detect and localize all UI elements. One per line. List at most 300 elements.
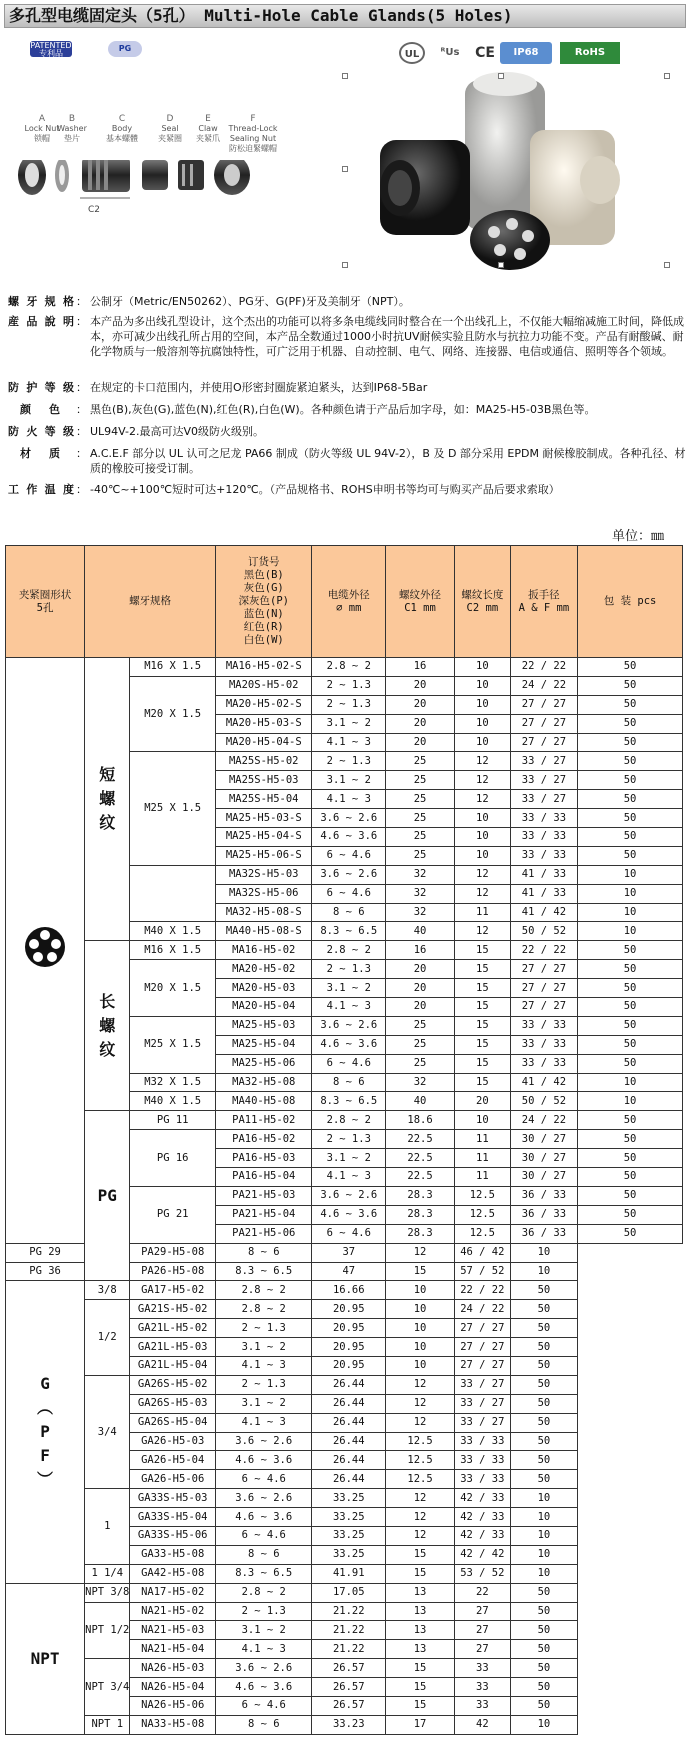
- c1-cell: 20.95: [312, 1300, 386, 1319]
- pack-cell: 50: [578, 809, 683, 828]
- cable-od-cell: 8 ~ 6: [312, 903, 386, 922]
- cable-od-cell: 3.6 ~ 2.6: [312, 865, 386, 884]
- order-no-cell: MA25S-H5-02: [216, 752, 312, 771]
- order-no-cell: NA17-H5-02: [130, 1583, 216, 1602]
- c2-cell: 15: [386, 1262, 455, 1281]
- c2-cell: 10: [454, 846, 510, 865]
- wrench-cell: 33 / 33: [510, 1035, 577, 1054]
- c1-cell: 20: [386, 695, 455, 714]
- pack-cell: 50: [578, 1054, 683, 1073]
- c1-cell: 26.44: [312, 1413, 386, 1432]
- c2-cell: 15: [454, 1016, 510, 1035]
- pack-cell: 10: [510, 1564, 577, 1583]
- pack-cell: 10: [510, 1243, 577, 1262]
- cable-od-cell: 2 ~ 1.3: [312, 1130, 386, 1149]
- wrench-cell: 27 / 27: [454, 1356, 510, 1375]
- pack-cell: 50: [578, 828, 683, 847]
- wrench-cell: 42 / 33: [454, 1508, 510, 1527]
- pack-cell: 50: [510, 1621, 577, 1640]
- pack-cell: 50: [578, 1035, 683, 1054]
- c2-cell: 12: [454, 771, 510, 790]
- cable-od-cell: 3.6 ~ 2.6: [312, 1186, 386, 1205]
- order-no-cell: PA16-H5-02: [216, 1130, 312, 1149]
- order-no-cell: GA26-H5-03: [130, 1432, 216, 1451]
- cable-od-cell: 8 ~ 6: [216, 1243, 312, 1262]
- pack-cell: 50: [510, 1413, 577, 1432]
- order-no-cell: PA11-H5-02: [216, 1111, 312, 1130]
- wrench-cell: 46 / 42: [454, 1243, 510, 1262]
- pack-cell: 10: [578, 884, 683, 903]
- c1-cell: 20.95: [312, 1338, 386, 1357]
- c2-cell: 12: [386, 1413, 455, 1432]
- header-c1: 螺纹外径 C1 mm: [386, 546, 455, 658]
- pack-cell: 50: [578, 790, 683, 809]
- table-row: [6, 1375, 683, 1394]
- wrench-cell: 33 / 33: [454, 1470, 510, 1489]
- c1-cell: 25: [386, 1016, 455, 1035]
- c2-cell: 10: [454, 658, 510, 677]
- wrench-cell: 41 / 33: [510, 865, 577, 884]
- order-no-cell: MA20-H5-04-S: [216, 733, 312, 752]
- c1-cell: 25: [386, 809, 455, 828]
- wrench-cell: 30 / 27: [510, 1168, 577, 1187]
- c1-cell: 20.95: [312, 1356, 386, 1375]
- c2-cell: 15: [454, 979, 510, 998]
- pack-cell: 50: [510, 1356, 577, 1375]
- pack-cell: 10: [578, 922, 683, 941]
- c2-cell: 12: [386, 1508, 455, 1527]
- cable-od-cell: 2.8 ~ 2: [216, 1300, 312, 1319]
- c2-cell: 15: [386, 1564, 455, 1583]
- pack-cell: 50: [510, 1319, 577, 1338]
- pack-cell: 10: [578, 1092, 683, 1111]
- c1-cell: 26.57: [312, 1678, 386, 1697]
- pack-cell: 10: [510, 1262, 577, 1281]
- c1-cell: 40: [386, 922, 455, 941]
- order-no-cell: NA21-H5-02: [130, 1602, 216, 1621]
- wrench-cell: 22 / 22: [454, 1281, 510, 1300]
- c2-cell: 15: [386, 1659, 455, 1678]
- pack-cell: 10: [510, 1489, 577, 1508]
- pack-cell: 10: [578, 903, 683, 922]
- order-no-cell: MA32-H5-08-S: [216, 903, 312, 922]
- c2-cell: 15: [454, 1054, 510, 1073]
- thread-group-cell: NPT: [6, 1583, 85, 1734]
- wrench-cell: 27 / 27: [510, 695, 577, 714]
- cable-od-cell: 4.6 ~ 3.6: [312, 1205, 386, 1224]
- wrench-cell: 42: [454, 1715, 510, 1734]
- cable-od-cell: 4.6 ~ 3.6: [216, 1508, 312, 1527]
- wrench-cell: 36 / 33: [510, 1224, 577, 1243]
- c1-cell: 25: [386, 846, 455, 865]
- cable-od-cell: 8.3 ~ 6.5: [216, 1262, 312, 1281]
- c2-cell: 12: [454, 884, 510, 903]
- cable-od-cell: 6 ~ 4.6: [312, 846, 386, 865]
- wrench-cell: 33 / 33: [454, 1432, 510, 1451]
- c1-cell: 32: [386, 1073, 455, 1092]
- pack-cell: 50: [510, 1602, 577, 1621]
- thread-group-cell: 长 螺 纹: [85, 941, 130, 1111]
- order-no-cell: MA20-H5-04: [216, 998, 312, 1017]
- pack-cell: 50: [578, 1111, 683, 1130]
- c1-cell: 20.95: [312, 1319, 386, 1338]
- cable-od-cell: 3.1 ~ 2: [312, 714, 386, 733]
- c1-cell: 17.05: [312, 1583, 386, 1602]
- order-no-cell: GA26S-H5-03: [130, 1394, 216, 1413]
- c1-cell: 21.22: [312, 1621, 386, 1640]
- cable-od-cell: 3.6 ~ 2.6: [312, 809, 386, 828]
- pack-cell: 50: [578, 1205, 683, 1224]
- c2-label: C2: [88, 205, 101, 215]
- image-handle: [664, 73, 670, 79]
- order-no-cell: GA33S-H5-04: [130, 1508, 216, 1527]
- c2-cell: 10: [454, 809, 510, 828]
- pack-cell: 50: [578, 752, 683, 771]
- wrench-cell: 30 / 27: [510, 1130, 577, 1149]
- wrench-cell: 50 / 52: [510, 1092, 577, 1111]
- table-row: [6, 658, 683, 677]
- c2-cell: 13: [386, 1640, 455, 1659]
- thread-group-cell: G ︵ P F ︶: [6, 1281, 85, 1583]
- c2-cell: 12: [386, 1394, 455, 1413]
- info-row: 工作温度 ： -40℃~+100℃短时可达+120℃。（产品规格书、ROHS申明书等均可与购买产品后要求索取）: [8, 483, 560, 496]
- wrench-cell: 53 / 52: [454, 1564, 510, 1583]
- wrench-cell: 33 / 27: [510, 752, 577, 771]
- c1-cell: 37: [312, 1243, 386, 1262]
- wrench-cell: 24 / 22: [510, 676, 577, 695]
- order-no-cell: NA26-H5-04: [130, 1678, 216, 1697]
- wrench-cell: 27 / 27: [510, 960, 577, 979]
- table-row: [6, 941, 683, 960]
- wrench-cell: 33: [454, 1659, 510, 1678]
- wrench-cell: 41 / 33: [510, 884, 577, 903]
- wrench-cell: 24 / 22: [454, 1300, 510, 1319]
- c1-cell: 25: [386, 752, 455, 771]
- order-no-cell: MA25-H5-06: [216, 1054, 312, 1073]
- pack-cell: 50: [578, 941, 683, 960]
- thread-spec-cell: NPT 3/4: [85, 1659, 130, 1716]
- thread-spec-cell: NPT 3/8: [85, 1583, 130, 1602]
- unit-label: 单位：㎜: [612, 529, 665, 544]
- header-cable: 电缆外径 ∅ mm: [312, 546, 386, 658]
- c1-cell: 33.25: [312, 1545, 386, 1564]
- thread-spec-cell: M32 X 1.5: [130, 1073, 216, 1092]
- c2-cell: 12: [386, 1375, 455, 1394]
- order-no-cell: MA25S-H5-04: [216, 790, 312, 809]
- thread-spec-cell: M40 X 1.5: [130, 922, 216, 941]
- c2-cell: 12: [454, 752, 510, 771]
- wrench-cell: 22 / 22: [510, 941, 577, 960]
- order-no-cell: GA26S-H5-04: [130, 1413, 216, 1432]
- cable-od-cell: 3.6 ~ 2.6: [216, 1489, 312, 1508]
- cable-od-cell: 2.8 ~ 2: [312, 941, 386, 960]
- cable-od-cell: 3.6 ~ 2.6: [312, 1016, 386, 1035]
- c2-cell: 12.5: [454, 1205, 510, 1224]
- five-hole-seal-icon: [23, 925, 67, 969]
- image-handle: [342, 73, 348, 79]
- pack-cell: 50: [578, 1224, 683, 1243]
- wrench-cell: 27 / 27: [454, 1319, 510, 1338]
- order-no-cell: GA33S-H5-06: [130, 1526, 216, 1545]
- cable-od-cell: 2.8 ~ 2: [312, 658, 386, 677]
- wrench-cell: 27 / 27: [510, 979, 577, 998]
- wrench-cell: 42 / 33: [454, 1526, 510, 1545]
- page-title: 多孔型电缆固定头（5孔） Multi-Hole Cable Glands(5 Holes): [4, 4, 686, 28]
- thread-spec-cell: 3/4: [85, 1375, 130, 1488]
- pack-cell: 50: [578, 714, 683, 733]
- image-handle: [664, 262, 670, 268]
- order-no-cell: GA21L-H5-02: [130, 1319, 216, 1338]
- c1-cell: 47: [312, 1262, 386, 1281]
- table-row: [6, 1281, 683, 1300]
- c2-cell: 11: [454, 1130, 510, 1149]
- wrench-cell: 36 / 33: [510, 1205, 577, 1224]
- ur-cert-icon: ᴿUs: [440, 47, 460, 58]
- order-no-cell: MA25-H5-03-S: [216, 809, 312, 828]
- c2-cell: 13: [386, 1583, 455, 1602]
- ul-cert-icon: UL: [399, 42, 425, 64]
- wrench-cell: 33 / 27: [454, 1394, 510, 1413]
- c1-cell: 22.5: [386, 1149, 455, 1168]
- table-row: [6, 1659, 683, 1678]
- pack-cell: 10: [510, 1715, 577, 1734]
- order-no-cell: PA21-H5-06: [216, 1224, 312, 1243]
- c1-cell: 25: [386, 771, 455, 790]
- part-a-label: A Lock Nut 锁帽: [24, 114, 60, 143]
- image-handle: [498, 262, 504, 268]
- header-order: 订货号 黑色(B) 灰色(G) 深灰色(P) 蓝色(N) 红色(R) 白色(W): [216, 546, 312, 658]
- pack-cell: 50: [578, 695, 683, 714]
- wrench-cell: 33 / 33: [510, 1016, 577, 1035]
- order-no-cell: MA20-H5-02-S: [216, 695, 312, 714]
- table-row: [6, 1602, 683, 1621]
- wrench-cell: 33 / 33: [510, 1054, 577, 1073]
- c2-cell: 15: [454, 1035, 510, 1054]
- wrench-cell: 33: [454, 1678, 510, 1697]
- c1-cell: 25: [386, 790, 455, 809]
- cable-od-cell: 6 ~ 4.6: [312, 884, 386, 903]
- order-no-cell: MA20S-H5-02: [216, 676, 312, 695]
- order-no-cell: GA26-H5-04: [130, 1451, 216, 1470]
- wrench-cell: 33 / 33: [510, 828, 577, 847]
- order-no-cell: MA40-H5-08-S: [216, 922, 312, 941]
- pack-cell: 50: [510, 1696, 577, 1715]
- c1-cell: 26.57: [312, 1696, 386, 1715]
- cable-od-cell: 4.1 ~ 3: [312, 733, 386, 752]
- order-no-cell: PA29-H5-08: [130, 1243, 216, 1262]
- header-c2: 螺纹长度 C2 mm: [454, 546, 510, 658]
- thread-spec-cell: PG 11: [130, 1111, 216, 1130]
- order-no-cell: MA25-H5-03: [216, 1016, 312, 1035]
- pack-cell: 50: [578, 771, 683, 790]
- wrench-cell: 27: [454, 1602, 510, 1621]
- c2-cell: 12: [454, 922, 510, 941]
- info-row: 産品說明 ： 本产品为多出线孔型设计，这个杰出的功能可以将多条电缆线同时整合在一个出线孔上，不仅能大幅缩减施工时间，降低成本，亦可减少出线孔所占用的空间，本产品全数通过1000小时抗UV耐候实验且防水与抗拉力功能不变。产品有耐酸碱、耐化学物质与一般溶剂等抗腐蚀特性，可广泛用于机器、自动控制、电气、网络、连接器、电信或通信、照明等各个领域。: [8, 315, 684, 358]
- info-row: 螺牙规格 ： 公制牙（Metric/EN50262）、PG牙、G(PF)牙及美制牙（NPT）。: [8, 295, 410, 308]
- pack-cell: 50: [578, 1130, 683, 1149]
- c2-cell: 15: [386, 1545, 455, 1564]
- shape-cell: [6, 658, 85, 1244]
- exploded-parts-icon: [10, 160, 300, 240]
- c2-cell: 12.5: [386, 1451, 455, 1470]
- thread-spec-cell: M25 X 1.5: [130, 1016, 216, 1073]
- pack-cell: 50: [578, 1186, 683, 1205]
- wrench-cell: 33 / 33: [510, 809, 577, 828]
- cable-od-cell: 2 ~ 1.3: [216, 1375, 312, 1394]
- pack-cell: 50: [510, 1300, 577, 1319]
- order-no-cell: GA33S-H5-03: [130, 1489, 216, 1508]
- pack-cell: 10: [510, 1526, 577, 1545]
- pack-cell: 50: [510, 1583, 577, 1602]
- pack-cell: 50: [578, 846, 683, 865]
- c1-cell: 25: [386, 1035, 455, 1054]
- c2-cell: 12: [386, 1526, 455, 1545]
- order-no-cell: GA26S-H5-02: [130, 1375, 216, 1394]
- c2-cell: 10: [454, 695, 510, 714]
- part-e-label: E Claw 夹紧爪: [196, 114, 220, 143]
- c1-cell: 33.23: [312, 1715, 386, 1734]
- wrench-cell: 33 / 33: [510, 846, 577, 865]
- c1-cell: 20: [386, 960, 455, 979]
- c1-cell: 20: [386, 733, 455, 752]
- cable-od-cell: 2 ~ 1.3: [312, 676, 386, 695]
- order-no-cell: PA16-H5-03: [216, 1149, 312, 1168]
- c1-cell: 26.44: [312, 1375, 386, 1394]
- wrench-cell: 27 / 27: [510, 998, 577, 1017]
- wrench-cell: 33 / 27: [510, 790, 577, 809]
- thread-spec-cell: 1: [85, 1489, 130, 1565]
- cable-od-cell: 2 ~ 1.3: [312, 695, 386, 714]
- pack-cell: 50: [510, 1659, 577, 1678]
- pack-cell: 50: [510, 1470, 577, 1489]
- ce-cert-icon: CE: [475, 45, 495, 61]
- c1-cell: 20: [386, 676, 455, 695]
- part-b-label: B Washer 垫片: [57, 114, 87, 143]
- thread-spec-cell: NPT 1/2: [85, 1602, 130, 1659]
- c1-cell: 33.25: [312, 1489, 386, 1508]
- thread-spec-cell: PG 29: [6, 1243, 85, 1262]
- cable-od-cell: 6 ~ 4.6: [216, 1696, 312, 1715]
- cable-od-cell: 6 ~ 4.6: [312, 1054, 386, 1073]
- image-handle: [498, 73, 504, 79]
- c1-cell: 16: [386, 658, 455, 677]
- thread-spec-cell: 3/8: [85, 1281, 130, 1300]
- image-handle: [342, 262, 348, 268]
- c2-cell: 12: [454, 865, 510, 884]
- wrench-cell: 41 / 42: [510, 903, 577, 922]
- cable-od-cell: 4.1 ~ 3: [312, 998, 386, 1017]
- wrench-cell: 36 / 33: [510, 1186, 577, 1205]
- pack-cell: 50: [578, 1168, 683, 1187]
- rohs-cert-icon: RoHS: [560, 42, 620, 64]
- pack-cell: 50: [510, 1640, 577, 1659]
- c2-cell: 10: [454, 733, 510, 752]
- cable-od-cell: 4.6 ~ 3.6: [216, 1451, 312, 1470]
- order-no-cell: GA21L-H5-03: [130, 1338, 216, 1357]
- c2-cell: 10: [454, 828, 510, 847]
- wrench-cell: 50 / 52: [510, 922, 577, 941]
- thread-group-cell: PG: [85, 1111, 130, 1281]
- thread-spec-cell: M16 X 1.5: [130, 941, 216, 960]
- c1-cell: 32: [386, 884, 455, 903]
- order-no-cell: GA21L-H5-04: [130, 1356, 216, 1375]
- wrench-cell: 33 / 27: [510, 771, 577, 790]
- order-no-cell: MA25-H5-04-S: [216, 828, 312, 847]
- c1-cell: 41.91: [312, 1564, 386, 1583]
- order-no-cell: MA16-H5-02: [216, 941, 312, 960]
- part-d-label: D Seal 夹紧圈: [158, 114, 182, 143]
- c1-cell: 26.44: [312, 1432, 386, 1451]
- c1-cell: 33.25: [312, 1508, 386, 1527]
- cable-od-cell: 3.6 ~ 2.6: [216, 1432, 312, 1451]
- wrench-cell: 22 / 22: [510, 658, 577, 677]
- wrench-cell: 33 / 27: [454, 1413, 510, 1432]
- pack-cell: 50: [510, 1375, 577, 1394]
- pack-cell: 50: [578, 960, 683, 979]
- cable-od-cell: 4.6 ~ 3.6: [216, 1678, 312, 1697]
- cable-od-cell: 6 ~ 4.6: [216, 1470, 312, 1489]
- c2-cell: 11: [454, 1149, 510, 1168]
- pack-cell: 10: [510, 1508, 577, 1527]
- wrench-cell: 27 / 27: [454, 1338, 510, 1357]
- c2-cell: 17: [386, 1715, 455, 1734]
- order-no-cell: GA26-H5-06: [130, 1470, 216, 1489]
- c2-cell: 15: [386, 1678, 455, 1697]
- pg-badge: PG: [108, 41, 142, 57]
- table-row: [6, 1300, 683, 1319]
- thread-spec-cell: PG 36: [6, 1262, 85, 1281]
- c2-cell: 12.5: [454, 1186, 510, 1205]
- pack-cell: 50: [510, 1678, 577, 1697]
- wrench-cell: 41 / 42: [510, 1073, 577, 1092]
- c2-cell: 10: [454, 714, 510, 733]
- order-no-cell: GA33-H5-08: [130, 1545, 216, 1564]
- pack-cell: 10: [578, 865, 683, 884]
- c1-cell: 16: [386, 941, 455, 960]
- c1-cell: 26.44: [312, 1451, 386, 1470]
- order-no-cell: MA20-H5-02: [216, 960, 312, 979]
- cable-od-cell: 8 ~ 6: [312, 1073, 386, 1092]
- cable-od-cell: 2 ~ 1.3: [216, 1319, 312, 1338]
- pack-cell: 50: [578, 658, 683, 677]
- cable-od-cell: 2 ~ 1.3: [312, 960, 386, 979]
- order-no-cell: PA26-H5-08: [130, 1262, 216, 1281]
- cable-od-cell: 2.8 ~ 2: [216, 1281, 312, 1300]
- order-no-cell: NA33-H5-08: [130, 1715, 216, 1734]
- cable-od-cell: 4.1 ~ 3: [216, 1640, 312, 1659]
- c1-cell: 26.57: [312, 1659, 386, 1678]
- wrench-cell: 57 / 52: [454, 1262, 510, 1281]
- cable-od-cell: 4.1 ~ 3: [312, 790, 386, 809]
- cable-od-cell: 4.6 ~ 3.6: [312, 1035, 386, 1054]
- spec-table: [5, 545, 683, 1735]
- order-no-cell: PA16-H5-04: [216, 1168, 312, 1187]
- order-no-cell: MA25-H5-06-S: [216, 846, 312, 865]
- c1-cell: 25: [386, 828, 455, 847]
- c2-cell: 12.5: [386, 1470, 455, 1489]
- cable-od-cell: 6 ~ 4.6: [216, 1526, 312, 1545]
- info-row: 防火等级 ： UL94V-2.最高可达V0级防火级别。: [8, 425, 265, 438]
- c1-cell: 22.5: [386, 1168, 455, 1187]
- cable-od-cell: 6 ~ 4.6: [312, 1224, 386, 1243]
- order-no-cell: PA21-H5-03: [216, 1186, 312, 1205]
- wrench-cell: 27: [454, 1640, 510, 1659]
- cable-od-cell: 3.1 ~ 2: [216, 1338, 312, 1357]
- pack-cell: 50: [510, 1338, 577, 1357]
- patented-text: PATENTED: [30, 41, 72, 50]
- c2-cell: 13: [386, 1602, 455, 1621]
- cable-od-cell: 4.1 ~ 3: [216, 1413, 312, 1432]
